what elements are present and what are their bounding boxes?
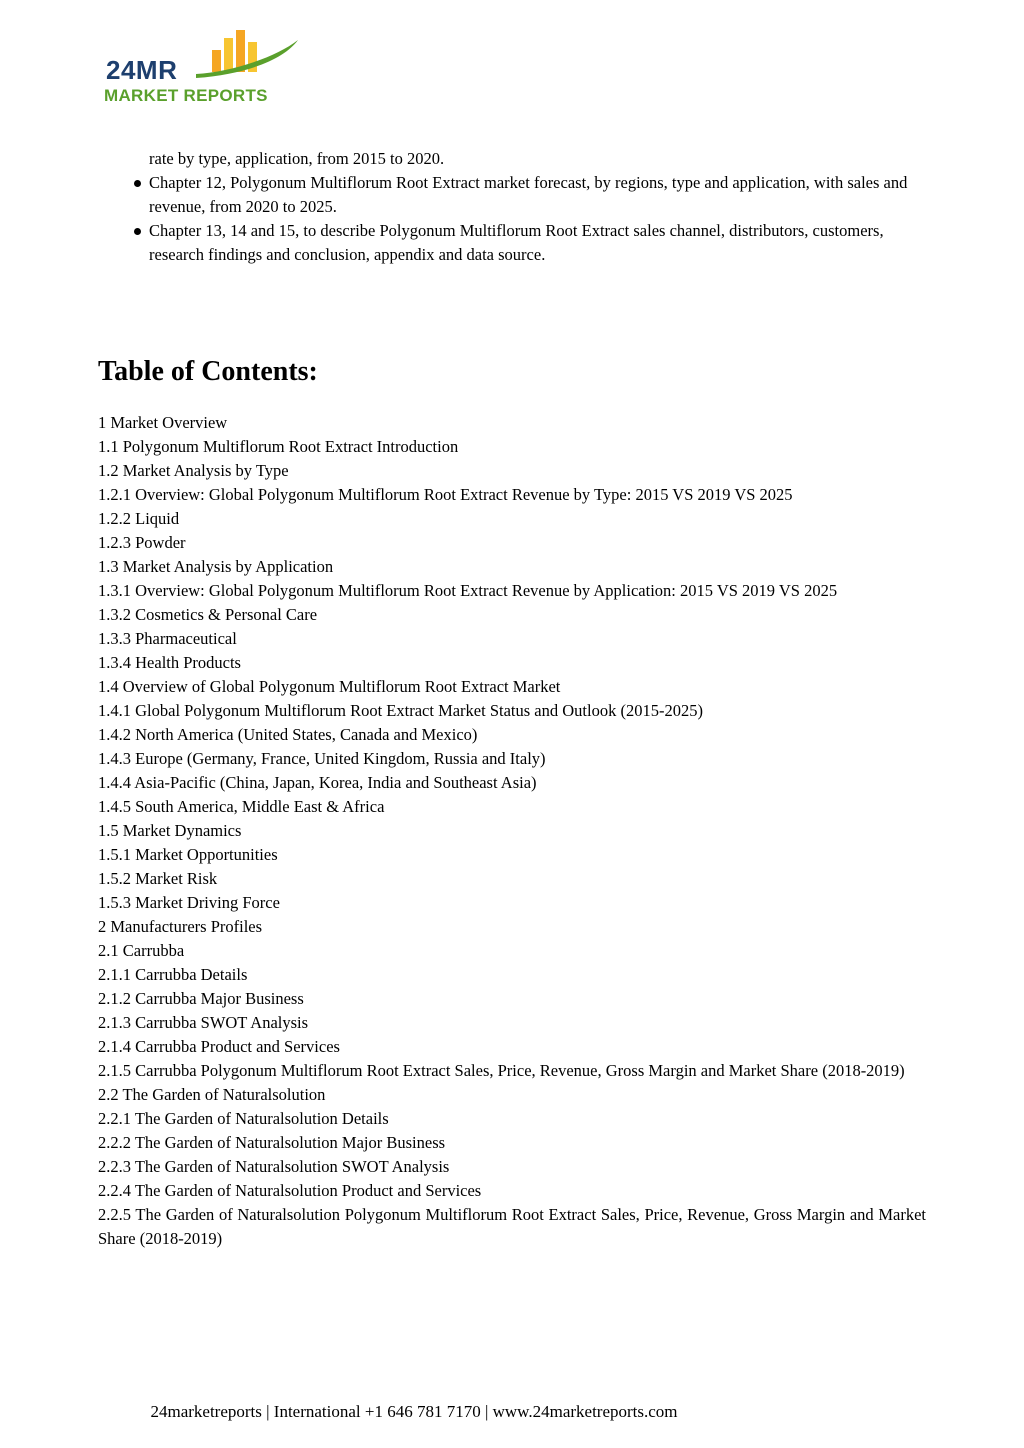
toc-list (98, 411, 926, 1251)
toc-item: 1.5.1 Market Opportunities (98, 845, 278, 864)
bullet-dot-icon (134, 180, 141, 187)
toc-item: 1.2 Market Analysis by Type (98, 461, 289, 480)
bullet-item (131, 171, 931, 219)
toc-item: 2.2.3 The Garden of Naturalsolution SWOT Analysis (98, 1157, 450, 1176)
logo-wordmark: 24MR (106, 55, 178, 85)
toc-item: 1.3.4 Health Products (98, 653, 241, 672)
toc-item: 1.4.4 Asia-Pacific (China, Japan, Korea, India and Southeast Asia) (98, 773, 537, 792)
intro-continuation-text: rate by type, application, from 2015 to 2020. (149, 149, 445, 168)
toc-item: 2.2.1 The Garden of Naturalsolution Details (98, 1109, 389, 1128)
bullet-item (131, 219, 931, 267)
toc-item: 1.4.1 Global Polygonum Multiflorum Root Extract Market Status and Outlook (2015-2025) (98, 701, 703, 720)
intro-bullet-list (131, 171, 931, 267)
toc-item: 2.2.4 The Garden of Naturalsolution Product and Services (98, 1181, 482, 1200)
toc-item: 2.1 Carrubba (98, 941, 185, 960)
toc-item: 2.1.5 Carrubba Polygonum Multiflorum Root Extract Sales, Price, Revenue, Gross Margin and Market Share (2018-2019) (98, 1061, 905, 1080)
toc-item: 2.1.1 Carrubba Details (98, 965, 248, 984)
toc-item: 1.1 Polygonum Multiflorum Root Extract Introduction (98, 437, 459, 456)
toc-item: 2.1.2 Carrubba Major Business (98, 989, 304, 1008)
toc-item: 1.4.3 Europe (Germany, France, United Kingdom, Russia and Italy) (98, 749, 546, 768)
toc-item: 1.2.3 Powder (98, 533, 186, 552)
toc-item: 1.5.2 Market Risk (98, 869, 218, 888)
toc-item: 1.4.5 South America, Middle East & Africa (98, 797, 385, 816)
company-logo (100, 28, 310, 110)
toc-item: 1.2.1 Overview: Global Polygonum Multiflorum Root Extract Revenue by Type: 2015 VS 2019 VS 2025 (98, 485, 793, 504)
bullet-dot-icon (134, 228, 141, 235)
toc-item: 1.5 Market Dynamics (98, 821, 242, 840)
toc-item: 1.3.1 Overview: Global Polygonum Multiflorum Root Extract Revenue by Application: 2015 VS 2019 VS 2025 (98, 581, 838, 600)
page-footer (0, 1400, 828, 1424)
toc-item: 1 Market Overview (98, 413, 228, 432)
toc-item: 1.3.2 Cosmetics & Personal Care (98, 605, 318, 624)
toc-item: 1.5.3 Market Driving Force (98, 893, 280, 912)
intro-section (131, 147, 931, 267)
toc-item: 1.2.2 Liquid (98, 509, 180, 528)
footer-contact-text: 24marketreports | International +1 646 781 7170 | www.24marketreports.com (150, 1402, 678, 1421)
toc-item: 2.2 The Garden of Naturalsolution (98, 1085, 326, 1104)
toc-item: 1.4.2 North America (United States, Canada and Mexico) (98, 725, 478, 744)
toc-item: 2.1.4 Carrubba Product and Services (98, 1037, 340, 1056)
logo-tagline: MARKET REPORTS (104, 86, 268, 105)
toc-item: 2.1.3 Carrubba SWOT Analysis (98, 1013, 309, 1032)
toc-item: 2 Manufacturers Profiles (98, 917, 263, 936)
bullet-text: Chapter 12, Polygonum Multiflorum Root Extract market forecast, by regions, type and application, with sales and revenue, from 2020 to 2025. (149, 173, 908, 216)
toc-title: Table of Contents: (98, 356, 318, 387)
toc-item: 2.2.5 The Garden of Naturalsolution Polygonum Multiflorum Root Extract Sales, Price, Revenue, Gross Margin and Market Share (2018-2019) (98, 1205, 926, 1248)
toc-item: 2.2.2 The Garden of Naturalsolution Major Business (98, 1133, 446, 1152)
toc-item: 1.4 Overview of Global Polygonum Multiflorum Root Extract Market (98, 677, 561, 696)
toc-item: 1.3 Market Analysis by Application (98, 557, 334, 576)
bullet-text: Chapter 13, 14 and 15, to describe Polygonum Multiflorum Root Extract sales channel, distributors, customers, research findings and conclusion, appendix and data source. (149, 221, 884, 264)
toc-item: 1.3.3 Pharmaceutical (98, 629, 237, 648)
